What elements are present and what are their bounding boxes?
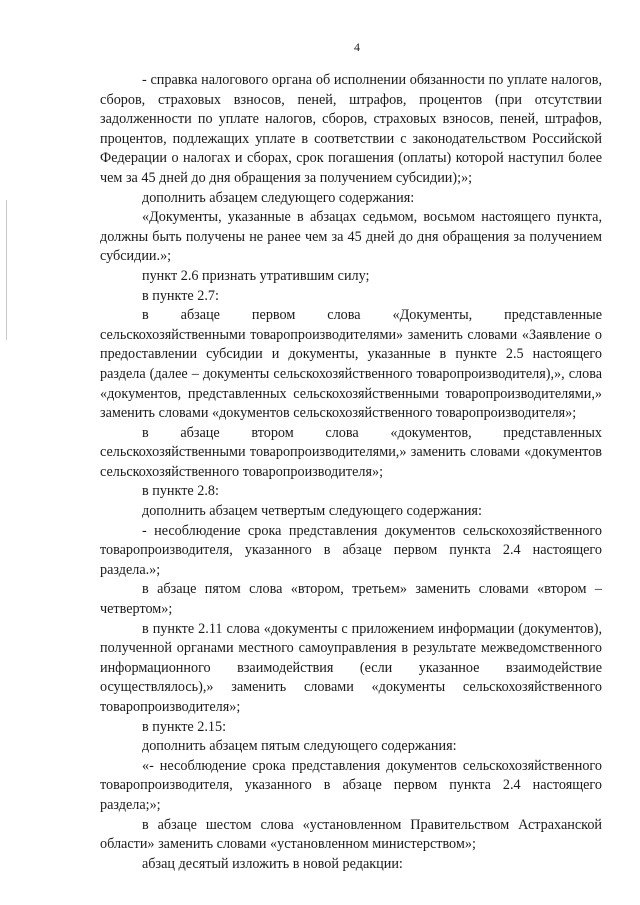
paragraph-7: в абзаце втором слова «документов, представленных сельскохозяйственными товаропроизводителями,» заменить словами «документов сельскохозяйственного товаропроизводителя»; [100, 424, 602, 480]
page-number: 4 [354, 40, 360, 54]
document-body [100, 71, 602, 874]
scan-edge-mark [6, 200, 7, 340]
paragraph-13: в пункте 2.15: [142, 718, 227, 735]
paragraph-9: дополнить абзацем четвертым следующего содержания: [142, 503, 482, 520]
paragraph-3: «Документы, указанные в абзацах седьмом, восьмом настоящего пункта, должны быть получены не ранее чем за 45 дней до дня обращения за получением субсидии.»; [100, 209, 602, 265]
paragraph-11: в абзаце пятом слова «втором, третьем» заменить словами «втором – четвертом»; [100, 581, 602, 618]
paragraph-12: в пункте 2.11 слова «документы с приложением информации (документов), полученной органами местного самоуправления в результате межведомственного информационного взаимодействия (если указанное взаимодействие осуществлялось),» заменить словами «документы сельскохозяйственного товаропроизводителя»; [100, 620, 602, 715]
paragraph-4: пункт 2.6 признать утратившим силу; [142, 267, 370, 284]
paragraph-14: дополнить абзацем пятым следующего содержания: [142, 738, 457, 755]
paragraph-16: в абзаце шестом слова «установленном Правительством Астраханской области» заменить словами «установленном министерством»; [100, 816, 602, 853]
paragraph-5: в пункте 2.7: [142, 287, 219, 304]
paragraph-1: - справка налогового органа об исполнении обязанности по уплате налогов, сборов, страховых взносов, пеней, штрафов, процентов (при отсутствии задолженности по уплате налогов, сборов, страховых взносов, пеней, штрафов, процентов, подлежащих уплате в соответствии с законодательством Российской Федерации о налогах и сборах, срок погашения (оплаты) которой наступил более чем за 45 дней до дня обращения за получением субсидии);»; [100, 72, 602, 186]
paragraph-6: в абзаце первом слова «Документы, представленные сельскохозяйственными товаропроизводителями» заменить словами «Заявление о предоставлении субсидии и документы, указанные в пункте 2.5 настоящего раздела (далее – документы сельскохозяйственного товаропроизводителя),», слова «документов, представленных сельскохозяйственными товаропроизводителями,» заменить словами «документов сельскохозяйственного товаропроизводителя»; [100, 307, 602, 422]
paragraph-10: - несоблюдение срока представления документов сельскохозяйственного товаропроизводителя, указанного в абзаце первом пункта 2.4 настоящего раздела.»; [100, 522, 602, 578]
paragraph-2: дополнить абзацем следующего содержания: [142, 189, 415, 206]
paragraph-17: абзац десятый изложить в новой редакции: [142, 855, 403, 872]
paragraph-15: «- несоблюдение срока представления документов сельскохозяйственного товаропроизводителя, указанного в абзаце первом пункта 2.4 настоящего раздела;»; [100, 757, 602, 813]
paragraph-8: в пункте 2.8: [142, 483, 219, 500]
